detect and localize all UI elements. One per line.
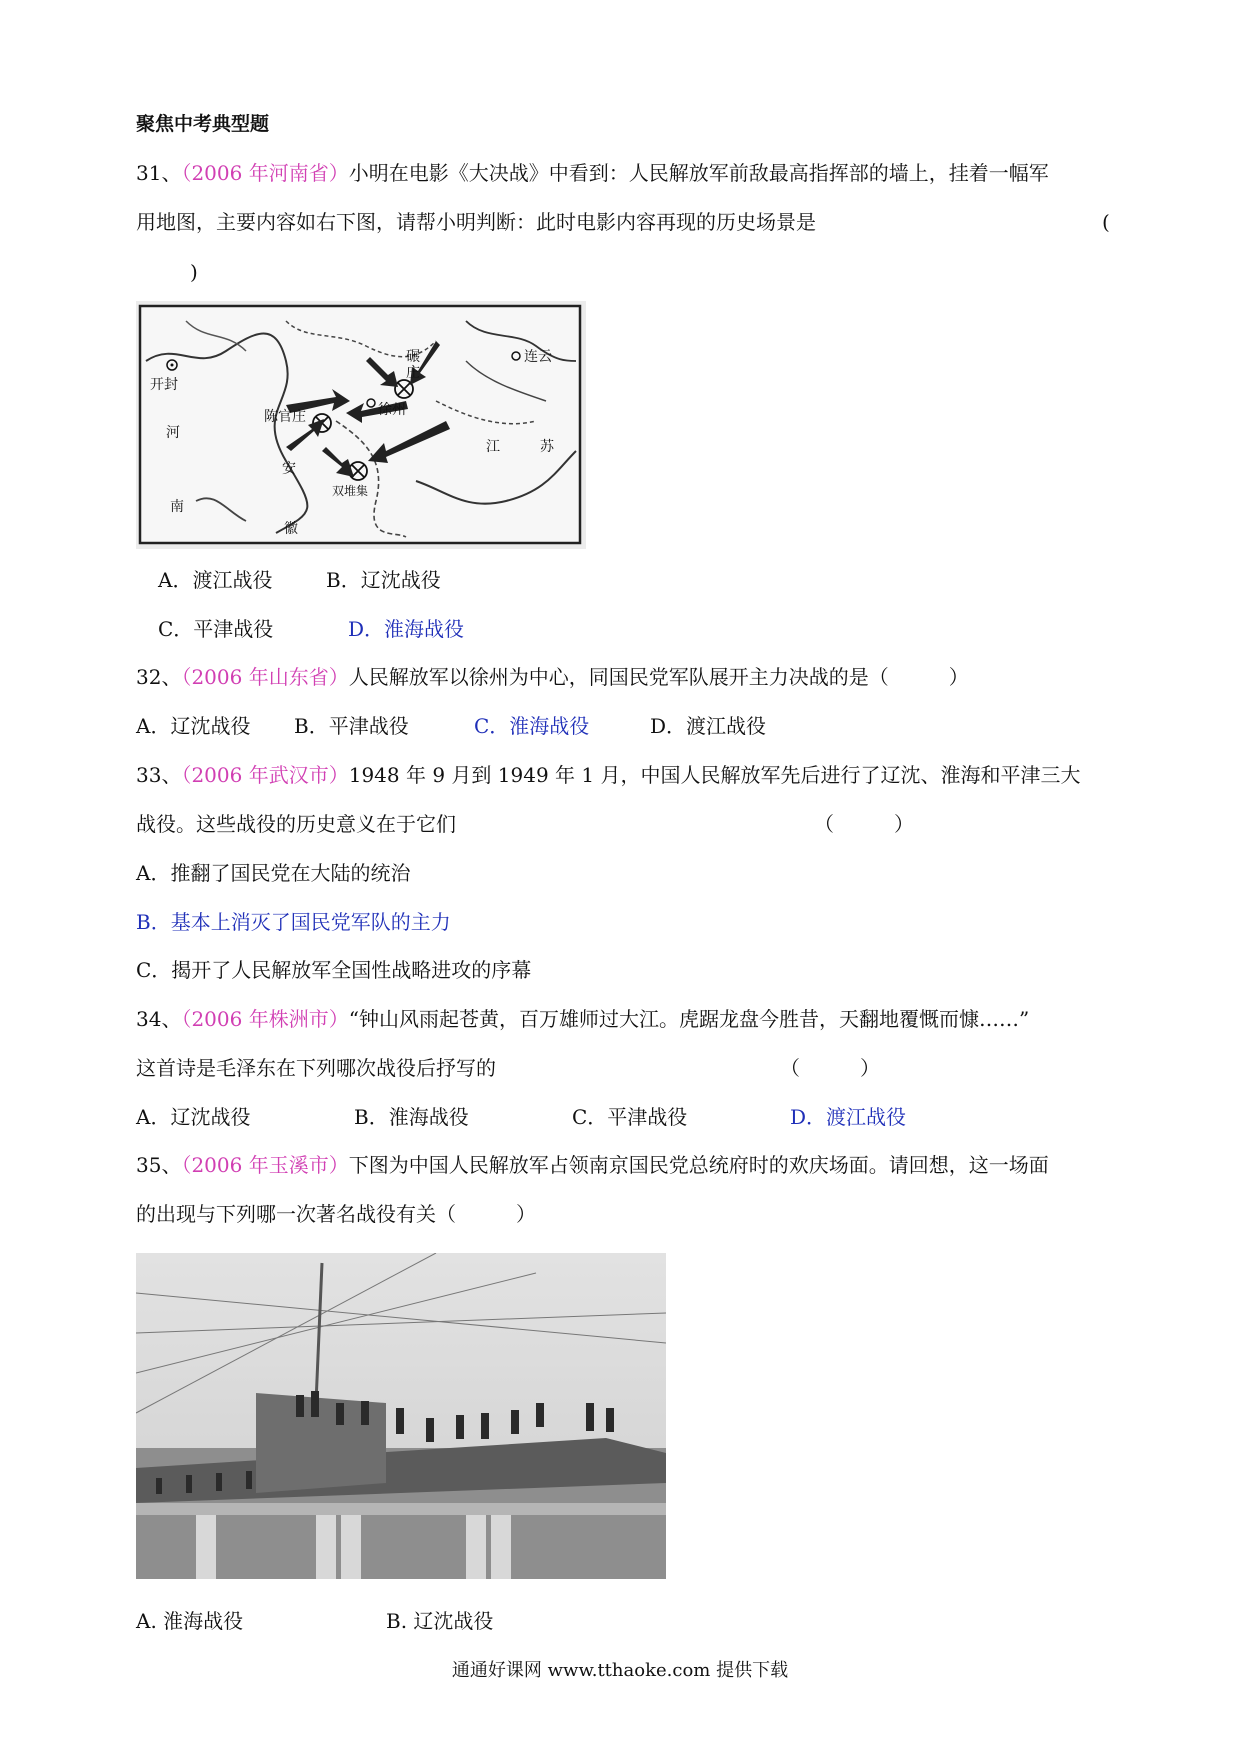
question-33-line-1	[136, 763, 1080, 787]
page-footer: 通通好课网 www.tthaoke.com 提供下载	[451, 1660, 789, 1681]
q35-option-b: B. 辽沈战役	[386, 1609, 494, 1633]
map-label-tanzhuang-1: 碾	[406, 349, 420, 365]
huaihai-battle-map	[136, 301, 586, 549]
question-33-text-1: 1948 年 9 月到 1949 年 1 月，中国人民解放军先后进行了辽沈、淮海和平津三大	[348, 763, 1081, 787]
q31-option-c: C．平津战役	[158, 617, 274, 641]
map-figure	[136, 301, 586, 549]
q33-option-c: C．揭开了人民解放军全国性战略进攻的序幕	[136, 958, 532, 982]
question-32-options	[136, 714, 766, 738]
q34-option-d: D．渡江战役	[790, 1105, 907, 1129]
question-31-line-1	[136, 161, 1049, 185]
question-31-options-row-2	[158, 617, 464, 641]
question-32-line-1	[136, 665, 969, 689]
question-35-options	[136, 1609, 493, 1633]
map-label-he: 河	[166, 425, 180, 441]
q31-option-d: D．淮海战役	[348, 617, 465, 641]
map-label-nan: 南	[170, 499, 184, 515]
q34-option-b: B．淮海战役	[354, 1105, 469, 1129]
question-31-paren-open: (	[1102, 210, 1110, 234]
map-label-chenguanzhuang: 陈官庄	[264, 409, 306, 425]
q32-option-d: D．渡江战役	[650, 714, 767, 738]
question-35-text-1: 下图为中国人民解放军占领南京国民党总统府时的欢庆场面。请回想，这一场面	[348, 1153, 1049, 1177]
map-label-shuangduiji: 双堆集	[332, 484, 369, 498]
q31-option-b: B．辽沈战役	[326, 568, 441, 592]
question-33-line-2: 战役。这些战役的历史意义在于它们	[136, 812, 456, 836]
map-label-hui: 徽	[284, 521, 298, 537]
map-label-an: 安	[282, 461, 296, 477]
q32-option-b: B．平津战役	[294, 714, 409, 738]
map-label-tanzhuang-2: 庄	[406, 365, 420, 381]
nanjing-presidential-palace-photo	[136, 1253, 666, 1579]
q33-option-a: A．推翻了国民党在大陆的统治	[136, 861, 411, 885]
question-31-line-2: 用地图，主要内容如右下图，请帮小明判断：此时电影内容再现的历史场景是	[136, 210, 816, 234]
question-33-number: 33、	[136, 763, 182, 787]
photo-figure	[136, 1253, 666, 1579]
map-label-jiang: 江	[486, 439, 500, 455]
question-31-source: （2006 年河南省）	[181, 161, 349, 185]
question-34-text-1: “钟山风雨起苍黄，百万雄师过大江。虎踞龙盘今胜昔，天翻地覆慨而慷……”	[348, 1007, 1030, 1031]
map-label-kaifeng: 开封	[150, 377, 178, 393]
q33-option-b: B．基本上消灭了国民党军队的主力	[136, 910, 451, 934]
question-32-source: （2006 年山东省）	[181, 665, 349, 689]
map-label-xuzhou: 徐州	[378, 402, 406, 418]
section-heading: 聚焦中考典型题	[136, 113, 270, 135]
question-34-options	[136, 1105, 906, 1129]
question-31-paren-close: )	[190, 260, 198, 284]
q35-option-a: A. 淮海战役	[136, 1609, 244, 1633]
question-31-number: 31、	[136, 161, 182, 185]
q32-option-a: A．辽沈战役	[136, 714, 251, 738]
q32-option-c: C．淮海战役	[474, 714, 590, 738]
question-35-source: （2006 年玉溪市）	[181, 1153, 349, 1177]
map-label-lianyun: 连云	[524, 349, 552, 365]
question-31-options-row-1	[158, 568, 441, 592]
question-34-source: （2006 年株洲市）	[181, 1007, 349, 1031]
question-34-number: 34、	[136, 1007, 182, 1031]
question-35-number: 35、	[136, 1153, 182, 1177]
q34-option-c: C．平津战役	[572, 1105, 688, 1129]
question-32-text: 人民解放军以徐州为中心，同国民党军队展开主力决战的是（ ）	[348, 665, 969, 689]
map-label-su: 苏	[540, 439, 554, 455]
question-32-number: 32、	[136, 665, 182, 689]
question-33-paren: （ ）	[814, 812, 914, 836]
question-35-line-1	[136, 1153, 1049, 1177]
question-34-line-2: 这首诗是毛泽东在下列哪次战役后抒写的	[136, 1056, 496, 1080]
question-33-source: （2006 年武汉市）	[181, 763, 349, 787]
question-34-paren: （ ）	[780, 1056, 880, 1080]
q34-option-a: A．辽沈战役	[136, 1105, 251, 1129]
q31-option-a: A．渡江战役	[158, 568, 273, 592]
question-31-text-1: 小明在电影《大决战》中看到：人民解放军前敌最高指挥部的墙上，挂着一幅军	[348, 161, 1049, 185]
question-35-line-2: 的出现与下列哪一次著名战役有关（ ）	[136, 1202, 536, 1226]
question-34-line-1	[136, 1007, 1029, 1031]
